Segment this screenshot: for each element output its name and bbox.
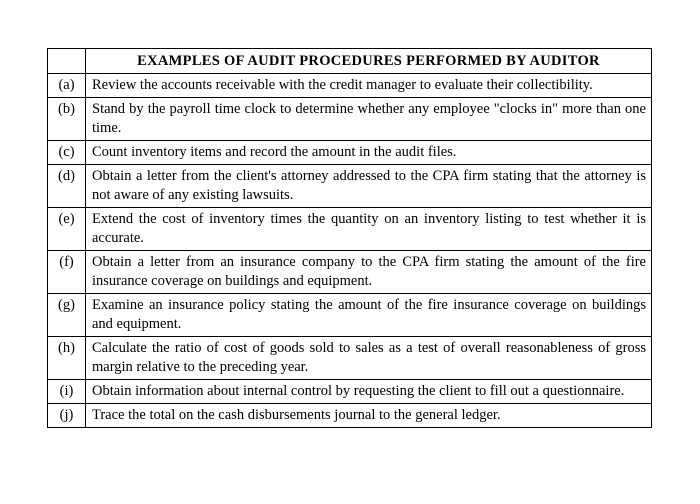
row-text: Count inventory items and record the amount in the audit files. <box>86 141 652 165</box>
row-text: Trace the total on the cash disbursements journal to the general ledger. <box>86 404 652 428</box>
row-label: (j) <box>48 404 86 428</box>
row-label: (h) <box>48 337 86 380</box>
row-text: Calculate the ratio of cost of goods sold to sales as a test of overall reasonableness of gross margin relative to the preceding year. <box>86 337 652 380</box>
row-text: Obtain a letter from the client's attorney addressed to the CPA firm stating that the attorney is not aware of any existing lawsuits. <box>86 165 652 208</box>
row-label: (b) <box>48 98 86 141</box>
audit-procedures-table-container <box>47 48 651 428</box>
table-header-row <box>48 49 652 74</box>
table-row <box>48 141 652 165</box>
table-row <box>48 294 652 337</box>
table-row <box>48 208 652 251</box>
row-label: (f) <box>48 251 86 294</box>
row-label: (e) <box>48 208 86 251</box>
row-text: Obtain information about internal control by requesting the client to fill out a questionnaire. <box>86 380 652 404</box>
row-text: Examine an insurance policy stating the amount of the fire insurance coverage on buildings and equipment. <box>86 294 652 337</box>
row-label: (g) <box>48 294 86 337</box>
table-row <box>48 251 652 294</box>
table-row <box>48 337 652 380</box>
audit-procedures-table <box>47 48 652 428</box>
row-text: Obtain a letter from an insurance company to the CPA firm stating the amount of the fire insurance coverage on buildings and equipment. <box>86 251 652 294</box>
table-row <box>48 74 652 98</box>
table-header: EXAMPLES OF AUDIT PROCEDURES PERFORMED BY AUDITOR <box>86 49 652 74</box>
table-row <box>48 98 652 141</box>
table-row <box>48 380 652 404</box>
table-row <box>48 165 652 208</box>
header-blank-cell <box>48 49 86 74</box>
row-text: Extend the cost of inventory times the quantity on an inventory listing to test whether it is accurate. <box>86 208 652 251</box>
row-text: Stand by the payroll time clock to determine whether any employee "clocks in" more than one time. <box>86 98 652 141</box>
row-label: (i) <box>48 380 86 404</box>
row-label: (c) <box>48 141 86 165</box>
row-label: (d) <box>48 165 86 208</box>
row-label: (a) <box>48 74 86 98</box>
table-row <box>48 404 652 428</box>
row-text: Review the accounts receivable with the credit manager to evaluate their collectibility. <box>86 74 652 98</box>
